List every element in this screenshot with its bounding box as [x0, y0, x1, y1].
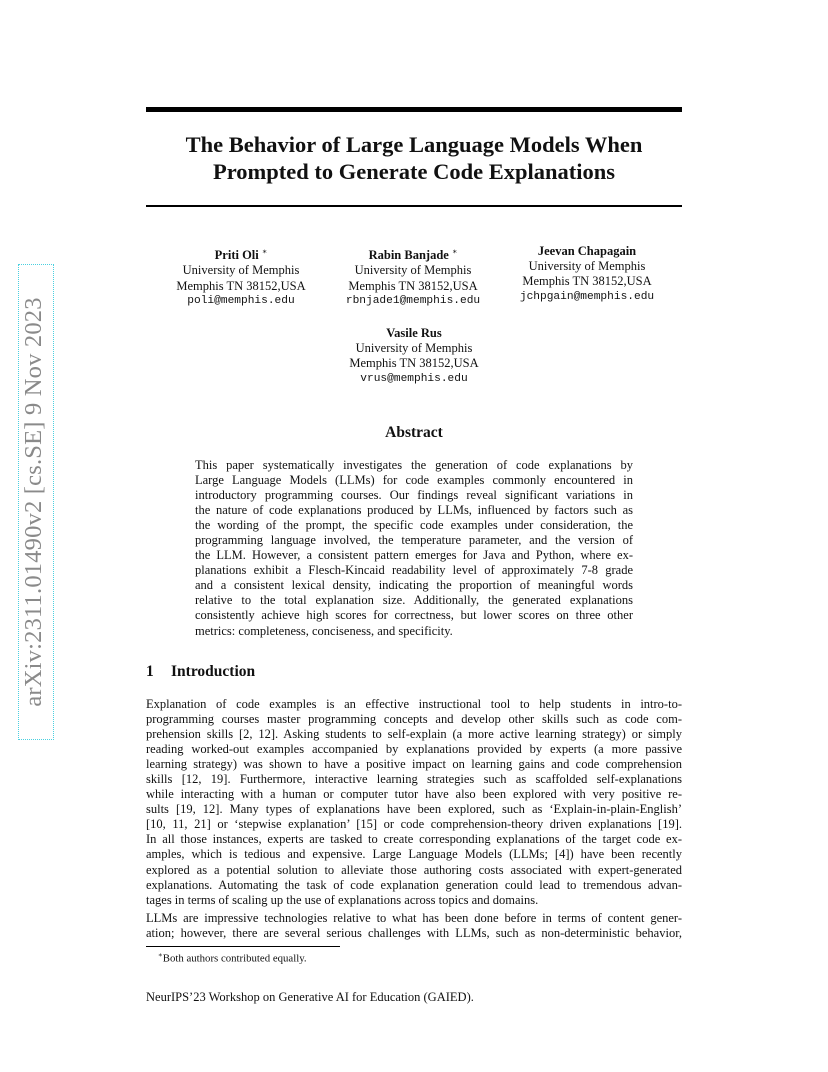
author-email[interactable]: jchpgain@memphis.edu: [519, 290, 655, 303]
paragraph-line: learning strategy) was shown to have a positive impact on learning gains and code comprehension: [146, 757, 682, 772]
title-line-2: Prompted to Generate Code Explanations: [212, 159, 616, 184]
author-block: [502, 244, 672, 305]
footnote-rule: [146, 946, 340, 947]
footnote-text: Both authors contributed equally.: [162, 952, 307, 965]
author-name: Jeevan Chapagain: [537, 244, 637, 258]
author-block: [328, 244, 498, 309]
footnote-mark: ∗: [158, 951, 163, 959]
paper-title: [146, 131, 682, 185]
section-title: Introduction: [171, 663, 256, 680]
paragraph-line: while interacting with a human or computer tutor have also been explored with very positive re-: [146, 787, 682, 802]
author-affiliation: University of Memphis: [354, 263, 472, 278]
abstract-line: the wording of the prompt, the specific code examples under consideration, the: [195, 518, 633, 533]
author-block: [329, 326, 499, 387]
paragraph-line[interactable]: skills [12, 19]. Furthermore, interactive learning strategies such as scaffolded self-explanations: [146, 772, 682, 787]
author-affiliation: University of Memphis: [182, 263, 300, 278]
title-bottom-rule: [146, 205, 682, 207]
abstract-line: planations exhibit a Flesch-Kincaid readability level of approximately 7-8 grade: [195, 563, 633, 578]
paragraph-line[interactable]: amples, which is tedious and expensive. Large Language Models (LLMs; [4]) have been recently: [146, 847, 682, 862]
abstract-line: This paper systematically investigates the generation of code explanations by: [195, 458, 633, 472]
author-block: [156, 244, 326, 309]
paragraph-line: explored as a potential solution to alleviate those authoring costs associated with expert-generated: [146, 862, 682, 877]
paragraph-line: Explanation of code examples is an effective instructional tool to help students in intro-to-: [146, 697, 682, 711]
paragraph-line: ation; however, there are several serious challenges with LLMs, such as non-deterministic behavior,: [146, 926, 682, 941]
paragraph-line: programming courses master programming concepts and develop other skills such as code com-: [146, 712, 682, 727]
abstract-line: the nature of code explanations produced by LLMs, influenced by factors such as: [195, 503, 633, 518]
section-number: 1: [146, 663, 154, 680]
paragraph-line: In all those instances, experts are tasked to create corresponding explanations of the target code ex-: [146, 832, 682, 847]
author-name: Rabin Banjade ∗: [368, 247, 458, 263]
arxiv-id[interactable]: arXiv:2311.01490v2 [cs.SE] 9 Nov 2023: [20, 297, 47, 707]
author-email[interactable]: poli@memphis.edu: [187, 294, 295, 307]
author-address: Memphis TN 38152,USA: [522, 274, 652, 289]
paragraph-line[interactable]: sults [19, 12]. Many types of explanations have been explored, such as ‘Explain-in-plain-English’: [146, 802, 682, 817]
abstract-line: consistently achieve high scores for correctness, but lower scores on three other: [195, 608, 633, 623]
paragraph-line: tages in terms of scaling up the use of explanations across topics and domains.: [146, 892, 539, 907]
paragraph-line[interactable]: [10, 11, 21] or ‘stepwise explanation’ [15] or code comprehension-theory driven explanations [19].: [146, 817, 682, 832]
title-line-1: The Behavior of Large Language Models When: [185, 132, 643, 157]
author-name: Priti Oli ∗: [214, 247, 268, 263]
abstract-line: Large Language Models (LLMs) for code examples commonly encountered in: [195, 473, 633, 488]
author-address: Memphis TN 38152,USA: [176, 278, 306, 293]
abstract-line: relative to the total explanation size. Additionally, the generated explanations: [195, 593, 633, 608]
paragraph-line: reading worked-out examples accompanied by explanations provided by experts (a more passive: [146, 742, 682, 757]
section-heading: [146, 663, 255, 681]
intro-paragraph-2: [146, 911, 682, 941]
author-affiliation: University of Memphis: [355, 341, 473, 356]
author-address: Memphis TN 38152,USA: [348, 278, 478, 293]
author-affiliation: University of Memphis: [528, 259, 646, 274]
footnote: [158, 951, 307, 965]
paragraph-line: LLMs are impressive technologies relative to what has been done before in terms of content gener-: [146, 911, 682, 925]
paragraph-line[interactable]: prehension skills [2, 12]. Asking students to self-explain (a more active learning strategy) or simply: [146, 727, 682, 742]
abstract-line: the LLM. However, a consistent pattern emerges for Java and Python, where ex-: [195, 548, 633, 563]
venue-line: NeurIPS’23 Workshop on Generative AI for Education (GAIED).: [146, 990, 474, 1004]
author-email[interactable]: rbnjade1@memphis.edu: [345, 294, 481, 307]
paragraph-line: explanations. Automating the task of code explanation generation could lead to tremendous advan-: [146, 877, 682, 892]
abstract-line: programming language involved, the temperature parameter, and the version of: [195, 533, 633, 548]
author-name: Vasile Rus: [386, 326, 442, 340]
intro-paragraph-1: [146, 697, 682, 908]
author-email[interactable]: vrus@memphis.edu: [360, 372, 468, 385]
abstract-line: introductory programming courses. Our findings reveal significant variations in: [195, 488, 633, 503]
title-top-rule: [146, 107, 682, 112]
abstract-body: [195, 458, 633, 639]
abstract-line: and a consistent lexical density, indicating the proportion of meaningful words: [195, 578, 633, 593]
abstract-heading: Abstract: [385, 424, 443, 441]
arxiv-sidebar: [14, 264, 50, 740]
abstract-line: metrics: completeness, conciseness, and specificity.: [195, 623, 453, 638]
author-address: Memphis TN 38152,USA: [349, 356, 479, 371]
